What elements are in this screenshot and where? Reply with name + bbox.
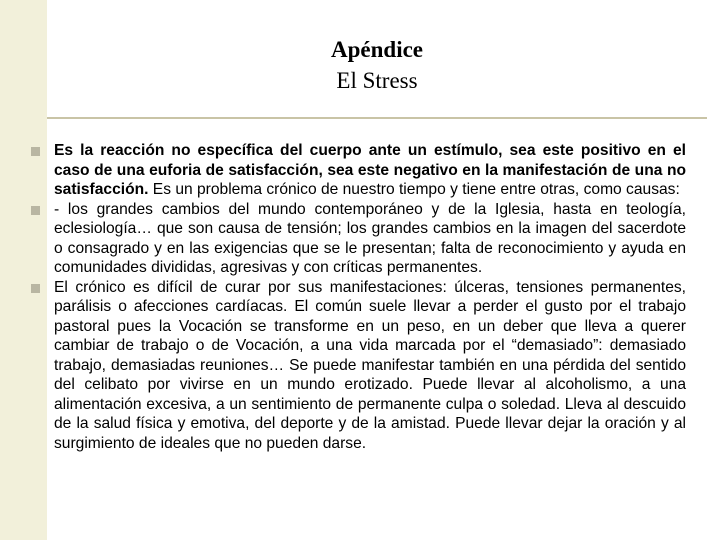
slide-body — [54, 141, 686, 453]
title-main: Apéndice — [331, 37, 423, 62]
paragraph-text: El crónico es difícil de curar por sus manifestaciones: úlceras, tensiones permanentes, parálisis o afecciones cardíacas. El común suele llevar a perder el gusto por el trabajo pastoral pues la Vocación se transforme en un peso, en un deber que lleva a querer cambiar de trabajo o de Vocación, a una vida marcada por el “demasiado”: demasiado trabajo, demasiadas reuniones… Se puede manifestar también en una pérdida del sentido del celibato por vivirse en un mundo erotizado. Puede llevar al alcoholismo, a una alimentación excesiva, a un sentimiento de permanente culpa o soledad. Lleva al descuido de la salud física y emotiva, del deporte y de la amistad. Puede llevar dejar la oración y al surgimiento de ideales que no pueden darse. — [54, 278, 686, 452]
square-bullet-icon — [31, 147, 40, 156]
paragraph-text: Es un problema crónico de nuestro tiempo y tiene entre otras, como causas: — [148, 181, 680, 198]
paragraph-bold-lead: Es la reacción no específica del cuerpo ante un estímulo, sea este positivo en el caso de una euforia de satisfacción, sea este negativo en la manifestación de una no satisfacción. — [54, 142, 686, 198]
slide-title — [47, 34, 707, 96]
bullet-paragraph-1 — [54, 141, 686, 200]
square-bullet-icon — [31, 206, 40, 215]
bullet-paragraph-2 — [54, 200, 686, 278]
slide-side-band — [0, 0, 47, 540]
square-bullet-icon — [31, 284, 40, 293]
bullet-paragraph-3 — [54, 278, 686, 454]
title-divider — [47, 117, 707, 119]
title-sub: El Stress — [336, 68, 418, 93]
paragraph-text: - los grandes cambios del mundo contemporáneo y de la Iglesia, hasta en teología, eclesiología… que son causa de tensión; los grandes cambios en la imagen del sacerdote o consagrado y en las exigencias que se le presentan; falta de reconocimiento y ayuda en comunidades divididas, agresivas y con críticas permanentes. — [54, 200, 686, 276]
